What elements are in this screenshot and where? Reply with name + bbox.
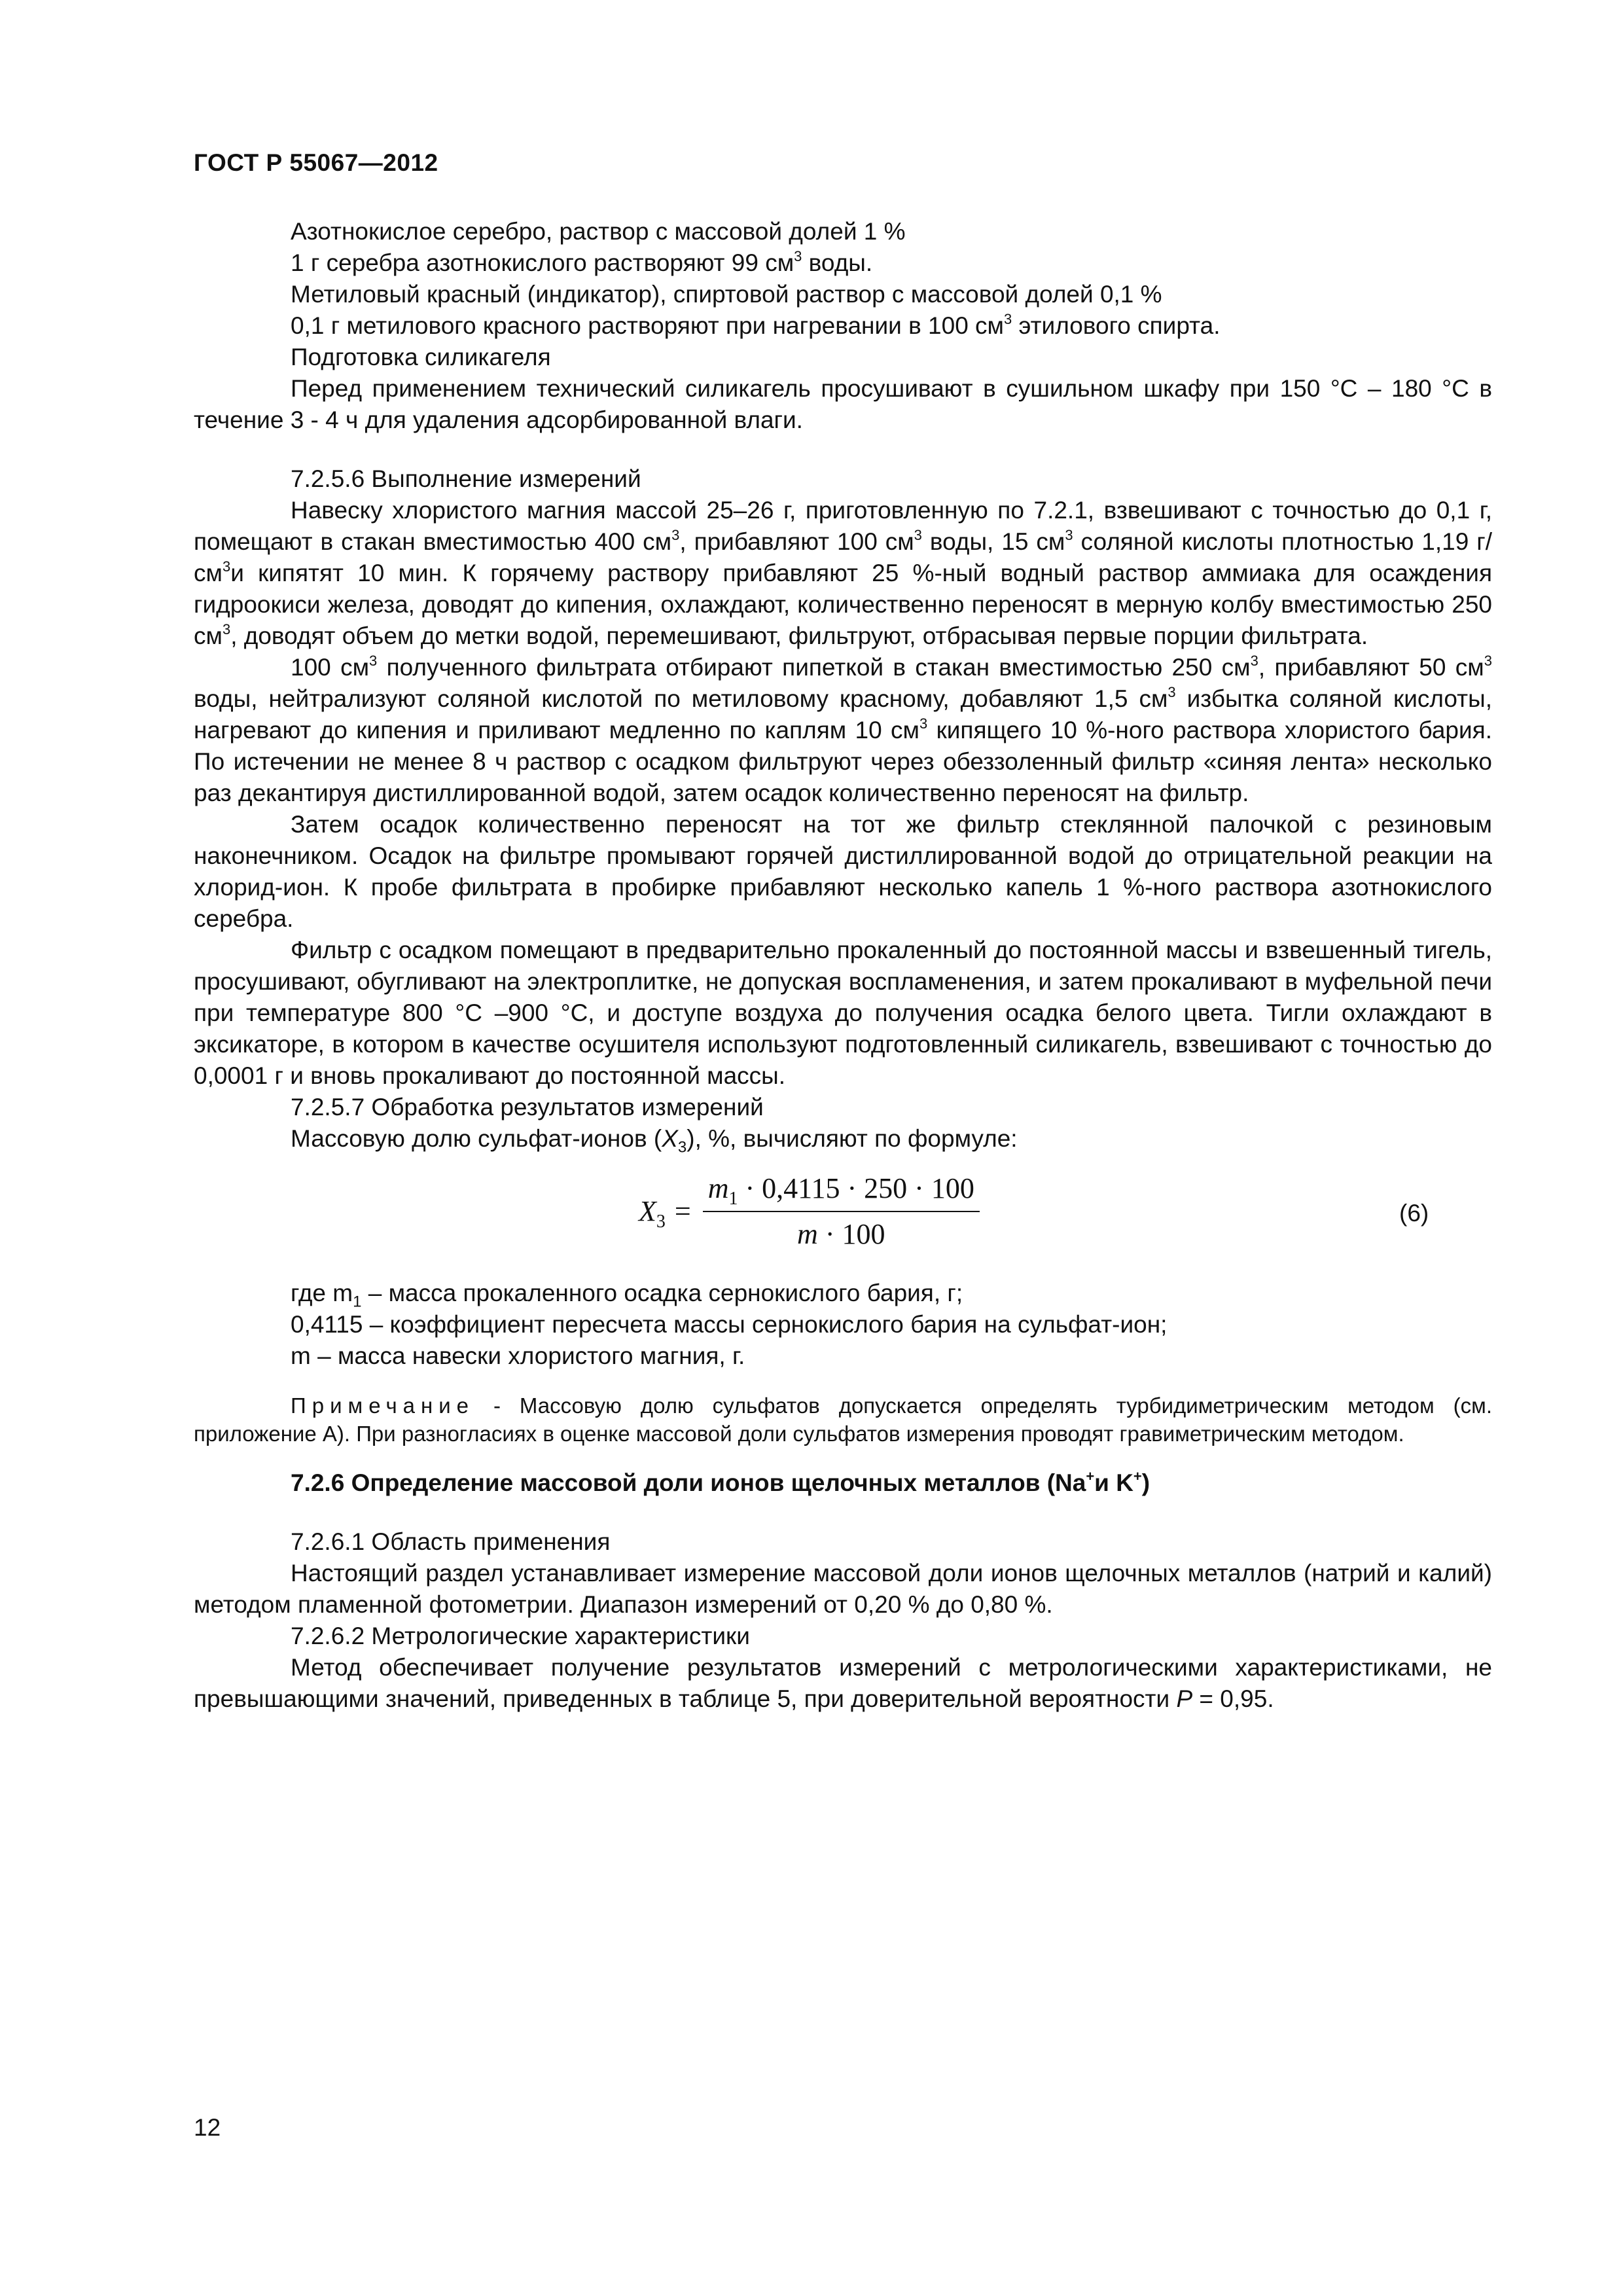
paragraph: Метиловый красный (индикатор), спиртовой раствор с массовой долей 0,1 % (291, 281, 1162, 308)
formula-expression (639, 1173, 980, 1250)
equation-number: (6) (1399, 1200, 1429, 1227)
paragraph: Фильтр с осадком помещают в предварительно прокаленный до постоянной массы и взвешенный тигель, просушивают, обугливают на электроплитке, не допуская воспламенения, и затем прокаливают в муфельной печи при температуре 800 °С –900 °С, и доступе воздуха до получения осадка белого цвета. Тигли охлаждают в эксикаторе, в котором в качестве осушителя используют подготовленный силикагель, взвешивают с точностью до 0,0001 г и вновь прокаливают до постоянной массы. (194, 937, 1492, 1089)
formula-fraction (703, 1173, 980, 1250)
paragraph: 0,1 г метилового красного растворяют при нагревании в 100 $см^3$ этилового спирта. (291, 310, 1221, 339)
paragraph: 1 г серебра азотнокислого растворяют 99 $см^3$ воды. (291, 247, 873, 276)
section-heading-7-2-6: 7.2.6 Определение массовой доли ионов щелочных металлов (Na+и K+) (291, 1467, 1150, 1496)
paragraph: Настоящий раздел устанавливает измерение массовой доли ионов щелочных металлов (натрий и калий) методом пламенной фотометрии. Диапазон измерений от 0,20 % до 0,80 %. (194, 1560, 1492, 1618)
page-number: 12 (194, 2114, 221, 2141)
where-line: m – масса навески хлористого магния, г. (291, 1342, 745, 1369)
paragraph: Перед применением технический силикагель просушивают в сушильном шкафу при 150 °С – 180 °С в течение 3 - 4 ч для удаления адсорбированной влаги. (194, 375, 1492, 433)
paragraph: 100 $см^3$ полученного фильтрата отбирают пипеткой в стакан вместимостью 250 $см^3$, прибавляют 50 $см^3$ воды, нейтрализуют соляной кислотой по метиловому красному, добавляют 1,5 $см^3$ избытка соляной кислоты, нагревают до кипения и приливают медленно по каплям 10 $см^3$ кипящего 10 %-ного раствора хлористого бария. По истечении не менее 8 ч раствор с осадком фильтруют через обеззоленный фильтр «синяя лента» несколько раз декантируя дистиллированной водой, затем осадок количественно переносят на фильтр. (194, 652, 1493, 806)
note: Примечание - Массовую долю сульфатов допускается определять турбидиметрическим методом (см. приложение А). При разногласиях в оценке массовой доли сульфатов измерения проводят гравиметрическим методом. (194, 1393, 1492, 1446)
note-label: Примечание (291, 1393, 475, 1418)
formula-denominator: m · 100 (797, 1218, 885, 1250)
where-line: 0,4115 – коэффициент пересчета массы сернокислого бария на сульфат-ион; (291, 1311, 1168, 1338)
section-title-7-2-5-6: 7.2.5.6 Выполнение измерений (291, 465, 641, 492)
paragraph: Подготовка силикагеля (291, 344, 551, 370)
paragraph: Навеску хлористого магния массой 25–26 г, приготовленную по 7.2.1, взвешивают с точностью до 0,1 г, помещают в стакан вместимостью 400 $см^3$, прибавляют 100 $см^3$ воды, 15 $см^3$ соляной кислоты плотностью 1,19 $г/см^3и$ кипятят 10 мин. К горячему раствору прибавляют 25 %-ный водный раствор аммиака для осаждения гидроокиси железа, доводят до кипения, охлаждают, количественно переносят в мерную колбу вместимостью 250 $см^3$, доводят объем до метки водой, перемешивают, фильтруют, отбрасывая первые порции фильтрата. (194, 497, 1493, 649)
where-line: где $m_1$ – масса прокаленного осадка сернокислого бария, г; (291, 1280, 963, 1311)
paragraph: Затем осадок количественно переносят на тот же фильтр стеклянной палочкой с резиновым наконечником. Осадок на фильтре промывают горячей дистиллированной водой до отрицательной реакции на хлорид-ион. К пробе фильтрата в пробирке прибавляют несколько капель 1 %-ного раствора азотнокислого серебра. (194, 811, 1492, 932)
formula-equals: = (674, 1195, 691, 1227)
paragraph: Массовую долю сульфат-ионов $(X_3)$, %, вычисляют по формуле: (291, 1125, 1018, 1157)
paragraph: Метод обеспечивает получение результатов измерений с метрологическими характеристиками, не превышающими значений, приведенных в таблице 5, при доверительной вероятности P = 0,95. (194, 1654, 1492, 1712)
document-header: ГОСТ Р 55067—2012 (194, 149, 438, 176)
formula-6 (194, 1160, 1492, 1271)
formula-numerator: $m_1 \cdot 0,4115 \cdot 250 \cdot 100$ (703, 1173, 980, 1212)
section-title-7-2-6-1: 7.2.6.1 Область применения (291, 1528, 611, 1555)
document-body (194, 216, 1492, 1715)
section-title-7-2-6-2: 7.2.6.2 Метрологические характеристики (291, 1623, 750, 1649)
paragraph: Азотнокислое серебро, раствор с массовой долей 1 % (291, 218, 906, 245)
section-title-7-2-5-7: 7.2.5.7 Обработка результатов измерений (291, 1094, 764, 1121)
formula-lhs: $X_3$ (639, 1195, 666, 1232)
